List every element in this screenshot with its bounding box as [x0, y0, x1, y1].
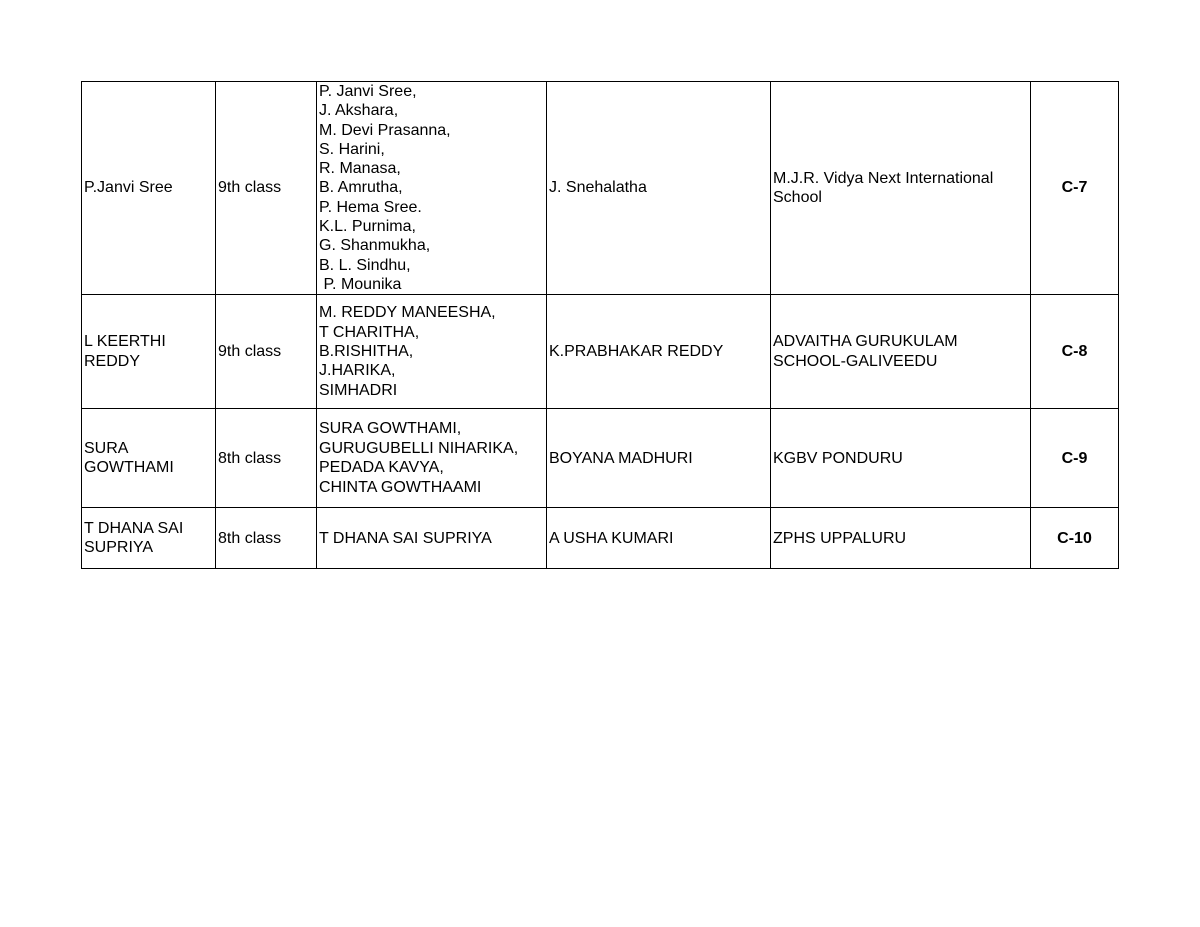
team-member: R. Manasa, — [319, 160, 401, 178]
team-member: P. Janvi Sree, — [319, 83, 417, 100]
team-member: K.L. Purnima, — [319, 218, 416, 236]
school-cell: ZPHS UPPALURU — [771, 508, 1031, 569]
class-cell: 9th class — [216, 295, 317, 409]
teacher-cell: BOYANA MADHURI — [547, 409, 771, 508]
team-member: SIMHADRI — [319, 381, 398, 399]
table-row — [82, 295, 1119, 409]
table-row — [82, 82, 1119, 295]
team-member: M. REDDY MANEESHA, — [319, 304, 496, 322]
teacher-cell: K.PRABHAKAR REDDY — [547, 295, 771, 409]
team-member: J.HARIKA, — [319, 362, 396, 380]
student-name-cell: L KEERTHI REDDY — [82, 295, 216, 409]
student-name-cell: T DHANA SAI SUPRIYA — [82, 508, 216, 569]
team-member: SURA GOWTHAMI, — [319, 420, 462, 438]
team-member: P. Hema Sree. — [319, 198, 422, 216]
student-name-cell: SURA GOWTHAMI — [82, 409, 216, 508]
code-cell: C-8 — [1031, 295, 1119, 409]
team-members-cell — [317, 82, 547, 295]
team-member: B.RISHITHA, — [319, 343, 414, 361]
team-member: S. Harini, — [319, 140, 385, 158]
team-member: B. L. Sindhu, — [319, 256, 411, 274]
teacher-cell: J. Snehalatha — [547, 82, 771, 295]
team-member: M. Devi Prasanna, — [319, 121, 451, 139]
team-member: CHINTA GOWTHAAMI — [319, 478, 482, 496]
team-member: GURUGUBELLI NIHARIKA, — [319, 439, 519, 457]
class-cell: 9th class — [216, 82, 317, 295]
team-member: T DHANA SAI SUPRIYA — [319, 529, 492, 547]
student-name-cell: P.Janvi Sree — [82, 82, 216, 295]
team-members-cell — [317, 295, 547, 409]
team-members-cell — [317, 508, 547, 569]
table-row — [82, 508, 1119, 569]
team-member: PEDADA KAVYA, — [319, 459, 444, 477]
class-cell: 8th class — [216, 409, 317, 508]
team-members-cell — [317, 409, 547, 508]
team-member: B. Amrutha, — [319, 179, 403, 197]
team-member: J. Akshara, — [319, 102, 399, 120]
code-cell: C-7 — [1031, 82, 1119, 295]
team-member: P. Mounika — [319, 275, 402, 293]
class-cell: 8th class — [216, 508, 317, 569]
code-cell: C-10 — [1031, 508, 1119, 569]
school-cell: M.J.R. Vidya Next International School — [771, 82, 1031, 295]
table-row — [82, 409, 1119, 508]
team-member: G. Shanmukha, — [319, 237, 431, 255]
entries-table — [81, 81, 1119, 569]
teacher-cell: A USHA KUMARI — [547, 508, 771, 569]
school-cell: KGBV PONDURU — [771, 409, 1031, 508]
school-cell: ADVAITHA GURUKULAM SCHOOL-GALIVEEDU — [771, 295, 1031, 409]
code-cell: C-9 — [1031, 409, 1119, 508]
team-member: T CHARITHA, — [319, 323, 420, 341]
